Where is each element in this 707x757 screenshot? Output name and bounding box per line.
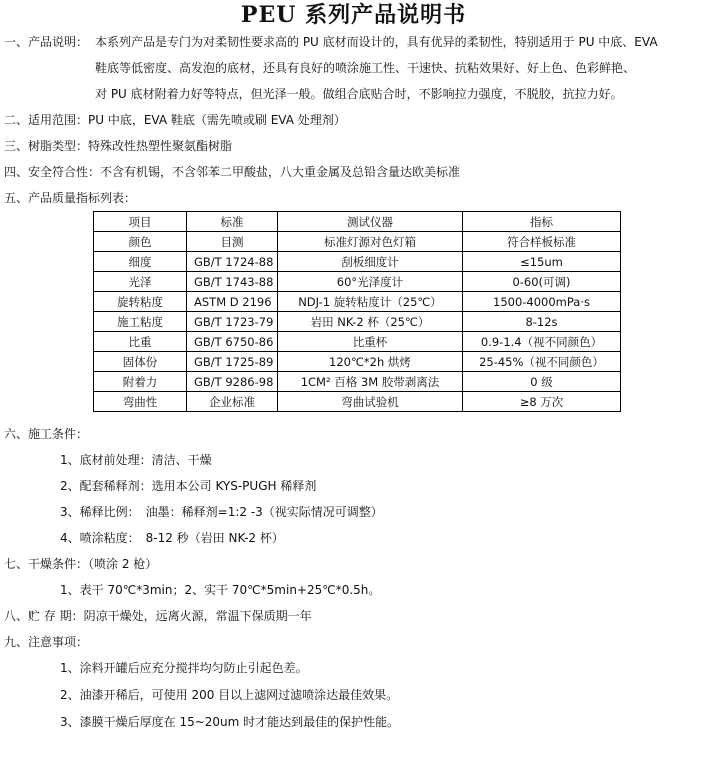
header-instrument: 测试仪器 (278, 212, 463, 232)
cell-item: 附着力 (94, 372, 187, 392)
cell-standard: ASTM D 2196 (187, 292, 278, 312)
cell-item: 弯曲性 (94, 392, 187, 412)
section-3: 三、树脂类型：特殊改性热塑性聚氨酯树脂 (4, 139, 233, 153)
cell-item: 固体份 (94, 352, 187, 372)
cell-instrument: 标准灯源对色灯箱 (278, 232, 463, 252)
section-6: 六、施工条件： (4, 427, 89, 441)
cell-standard: 企业标准 (187, 392, 278, 412)
table-row (94, 272, 621, 292)
cell-spec: 8-12s (463, 312, 621, 332)
cell-spec: ≤15um (463, 252, 621, 272)
cell-standard: 目测 (187, 232, 278, 252)
table-row (94, 292, 621, 312)
cell-standard: GB/T 1723-79 (187, 312, 278, 332)
quality-spec-table (93, 211, 621, 412)
cell-standard: GB/T 9286-98 (187, 372, 278, 392)
section-9-item-2: 2、油漆开稀后，可使用 200 目以上滤网过滤喷涂达最佳效果。 (60, 688, 399, 702)
cell-instrument: 60°光泽度计 (278, 272, 463, 292)
table-header-row (94, 212, 621, 232)
cell-spec: 25-45%（视不同颜色） (463, 352, 621, 372)
cell-item: 光泽 (94, 272, 187, 292)
section-6-item-3: 3、稀释比例： 油墨：稀释剂=1:2 -3（视实际情况可调整） (60, 505, 383, 519)
section-9-item-1: 1、涂料开罐后应充分搅拌均匀防止引起色差。 (60, 661, 308, 675)
header-spec: 指标 (463, 212, 621, 232)
cell-spec: ≥8 万次 (463, 392, 621, 412)
cell-item: 旋转粘度 (94, 292, 187, 312)
header-standard: 标准 (187, 212, 278, 232)
section-6-item-1: 1、底材前处理：清洁、干燥 (60, 453, 212, 467)
section-7-item: 1、表干 70℃*3min；2、实干 70℃*5min+25℃*0.5h。 (60, 583, 381, 597)
section-4: 四、安全符合性：不含有机锡，不含邻苯二甲酸盐，八大重金属及总铅含量达欧美标准 (4, 165, 461, 179)
section-5: 五、产品质量指标列表： (4, 191, 137, 205)
cell-item: 颜色 (94, 232, 187, 252)
cell-spec: 0 级 (463, 372, 621, 392)
table-row (94, 252, 621, 272)
table-row (94, 392, 621, 412)
cell-standard: GB/T 1743-88 (187, 272, 278, 292)
section-7: 七、干燥条件：（喷涂 2 枪） (4, 557, 158, 571)
cell-spec: 0.9-1.4（视不同颜色） (463, 332, 621, 352)
section-1-line-2: 鞋底等低密度、高发泡的底材，还具有良好的喷涂施工性、干速快、抗粘效果好、好上色、色彩鲜艳、 (95, 61, 636, 75)
table-row (94, 332, 621, 352)
section-8: 八、贮 存 期：阴凉干燥处，远离火源，常温下保质期一年 (4, 609, 312, 623)
cell-instrument: 1CM² 百格 3M 胶带剥离法 (278, 372, 463, 392)
cell-item: 细度 (94, 252, 187, 272)
section-1-line-3: 对 PU 底材附着力好等特点，但光泽一般。做组合底贴合时，不影响拉力强度，不脱胶，抗拉力好。 (95, 87, 623, 101)
document-title: PEU 系列产品说明书 (240, 2, 467, 28)
cell-spec: 0-60(可调) (463, 272, 621, 292)
cell-standard: GB/T 1725-89 (187, 352, 278, 372)
cell-standard: GB/T 6750-86 (187, 332, 278, 352)
section-6-item-2: 2、配套稀释剂：选用本公司 KYS-PUGH 稀释剂 (60, 479, 317, 493)
section-6-item-4: 4、喷涂粘度： 8-12 秒（岩田 NK-2 杯） (60, 531, 284, 545)
section-9: 九、注意事项： (4, 635, 89, 649)
cell-spec: 1500-4000mPa·s (463, 292, 621, 312)
cell-instrument: 120℃*2h 烘烤 (278, 352, 463, 372)
table-row (94, 352, 621, 372)
section-2: 二、适用范围：PU 中底，EVA 鞋底（需先喷或刷 EVA 处理剂） (4, 113, 346, 127)
cell-instrument: NDJ-1 旋转粘度计（25℃） (278, 292, 463, 312)
cell-instrument: 岩田 NK-2 杯（25℃） (278, 312, 463, 332)
table-row (94, 312, 621, 332)
cell-standard: GB/T 1724-88 (187, 252, 278, 272)
cell-instrument: 比重杯 (278, 332, 463, 352)
cell-item: 比重 (94, 332, 187, 352)
cell-instrument: 弯曲试验机 (278, 392, 463, 412)
header-item: 项目 (94, 212, 187, 232)
section-9-item-3: 3、漆膜干燥后厚度在 15~20um 时才能达到最佳的保护性能。 (60, 715, 400, 729)
cell-instrument: 刮板细度计 (278, 252, 463, 272)
table-row (94, 232, 621, 252)
section-1-line-1: 本系列产品是专门为对柔韧性要求高的 PU 底材而设计的，具有优异的柔韧性，特别适用于 PU 中底、EVA (95, 35, 658, 49)
cell-item: 施工粘度 (94, 312, 187, 332)
cell-spec: 符合样板标准 (463, 232, 621, 252)
section-1-label: 一、产品说明： (4, 35, 89, 49)
table-row (94, 372, 621, 392)
